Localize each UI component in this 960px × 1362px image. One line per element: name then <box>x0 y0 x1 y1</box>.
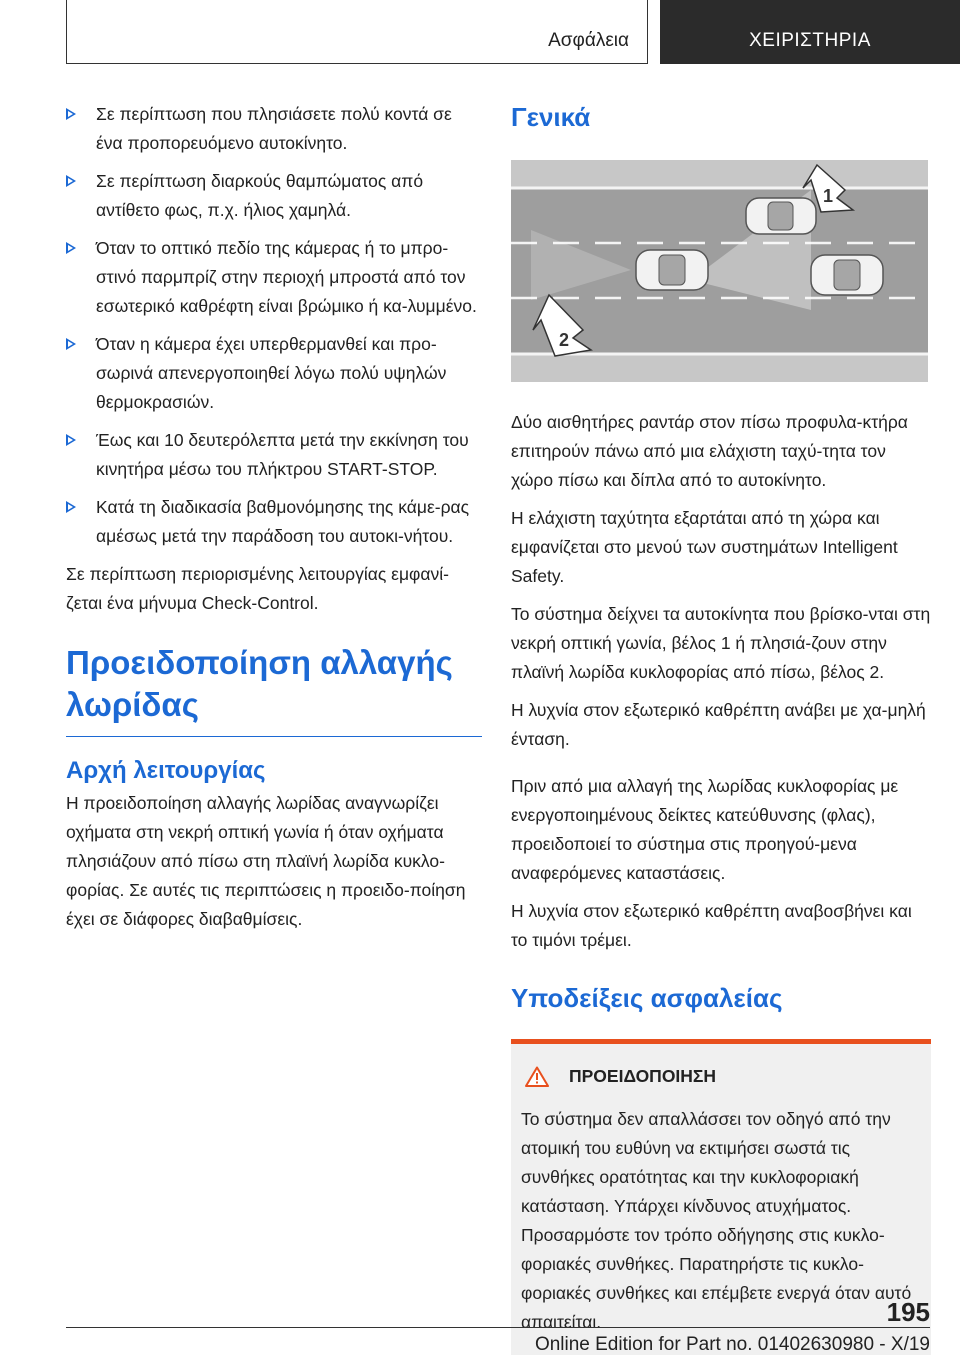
header-frame <box>66 0 648 64</box>
bullet-list <box>66 100 482 551</box>
warning-text: Το σύστημα δεν απαλλάσσει τον οδηγό από την ατομική του ευθύνη να εκτιμήσει σωστά τις συνθήκες ορατότητας και την κυκλοφοριακή κατάσταση. Υπάρχει κίνδυνος ατυχήματος. Προσαρμόστε τον τρόπο οδήγησης στις κυκλο-φοριακές συνθήκες. Παρατηρήστε τις κυκλο-φοριακές συνθήκες και επέμβετε ενεργά όταν αυτό απαιτείται. <box>521 1109 912 1332</box>
footer-divider <box>66 1327 930 1328</box>
safety-heading: Υποδείξεις ασφαλείας <box>511 983 783 1013</box>
general-heading: Γενικά <box>511 102 591 132</box>
car-ego-icon <box>636 250 708 290</box>
bullet-triangle-icon <box>66 108 76 120</box>
svg-text:2: 2 <box>559 330 570 350</box>
paragraph: Η λυχνία στον εξωτερικό καθρέπτη αναβοσβήνει και το τιμόνι τρέμει. <box>511 901 912 950</box>
lane-change-illustration <box>511 160 928 382</box>
bullet-triangle-icon <box>66 434 76 446</box>
subsection-heading: Αρχή λειτουργίας <box>66 757 266 784</box>
bullet-triangle-icon <box>66 501 76 513</box>
page-number: 195 <box>886 1297 930 1327</box>
heading-divider <box>66 736 482 737</box>
bullet-triangle-icon <box>66 175 76 187</box>
principle-paragraph: Η προειδοποίηση αλλαγής λωρίδας αναγνωρίζει οχήματα στη νεκρή οπτική γωνία ή όταν οχήματα πλησιάζουν από πίσω στη πλαϊνή λωρίδα κυκλο-φορίας. Σε αυτές τις περιπτώσεις η προειδο-ποίηση έχει σε διάφορες διαβαθμίσεις. <box>66 793 466 929</box>
bullet-triangle-icon <box>66 338 76 350</box>
list-item: Έως και 10 δευτερόλεπτα μετά την εκκίνηση του κινητήρα μέσω του πλήκτρου START-STOP. <box>66 426 482 484</box>
right-column <box>511 100 931 1355</box>
edition-footer: Online Edition for Part no. 01402630980 - X/19 <box>534 1334 930 1355</box>
limitation-note: Σε περίπτωση περιορισμένης λειτουργίας εμφανί-ζεται ένα μήνυμα Check-Control. <box>66 564 449 613</box>
svg-text:1: 1 <box>823 186 834 206</box>
paragraph: Πριν από μια αλλαγή της λωρίδας κυκλοφορίας με ενεργοποιημένους δείκτες κατεύθυνσης (φλας), προειδοποιεί το σύστημα στις προηγού-μενα αναφερόμενες καταστάσεις. <box>511 776 899 883</box>
list-item: Όταν το οπτικό πεδίο της κάμερας ή το μπρο-στινό παρμπρίζ στην περιοχή μπροστά από τον εσωτερικό καθρέφτη είναι βρώμικο ή κα-λυμμένο. <box>66 234 482 321</box>
warning-title: ΠΡΟΕΙΔΟΠΟΙΗΣΗ <box>569 1066 717 1086</box>
paragraph: Η ελάχιστη ταχύτητα εξαρτάται από τη χώρα και εμφανίζεται στο μενού των συστημάτων Intelligent Safety. <box>511 508 898 586</box>
car-blindspot-icon <box>746 198 816 234</box>
paragraph: Δύο αισθητήρες ραντάρ στον πίσω προφυλα-κτήρα επιτηρούν πάνω από μια ελάχιστη ταχύ-τητα τον χώρο πίσω και δίπλα από το αυτοκίνητο. <box>511 412 908 490</box>
car-approaching-icon <box>811 255 883 295</box>
bullet-triangle-icon <box>66 242 76 254</box>
list-item: Κατά τη διαδικασία βαθμονόμησης της κάμε-ρας αμέσως μετά την παράδοση του αυτοκι-νήτου. <box>66 493 482 551</box>
warning-triangle-icon <box>525 1066 549 1087</box>
paragraph: Η λυχνία στον εξωτερικό καθρέπτη ανάβει με χα-μηλή ένταση. <box>511 700 926 749</box>
list-item: Σε περίπτωση που πλησιάσετε πολύ κοντά σε ένα προπορευόμενο αυτοκίνητο. <box>66 100 482 158</box>
section-heading: Προειδοποίηση αλλαγής λωρίδας <box>66 644 453 723</box>
section-title: Ασφάλεια <box>548 30 629 51</box>
warning-box <box>511 1039 931 1355</box>
paragraph: Το σύστημα δείχνει τα αυτοκίνητα που βρίσκο-νται στη νεκρή οπτική γωνία, βέλος 1 ή πλησιά-ζουν στην πλαϊνή λωρίδα κυκλοφορίας από πίσω, βέλος 2. <box>511 604 931 682</box>
left-column <box>66 100 482 943</box>
list-item: Σε περίπτωση διαρκούς θαμπώματος από αντίθετο φως, π.χ. ήλιος χαμηλά. <box>66 167 482 225</box>
chapter-tab[interactable] <box>660 0 960 64</box>
list-item: Όταν η κάμερα έχει υπερθερμανθεί και προ-σωρινά απενεργοποιηθεί λόγω πολύ υψηλών θερμοκρασιών. <box>66 330 482 417</box>
chapter-tab-label: ΧΕΙΡΙΣΤΗΡΙΑ <box>749 30 871 51</box>
